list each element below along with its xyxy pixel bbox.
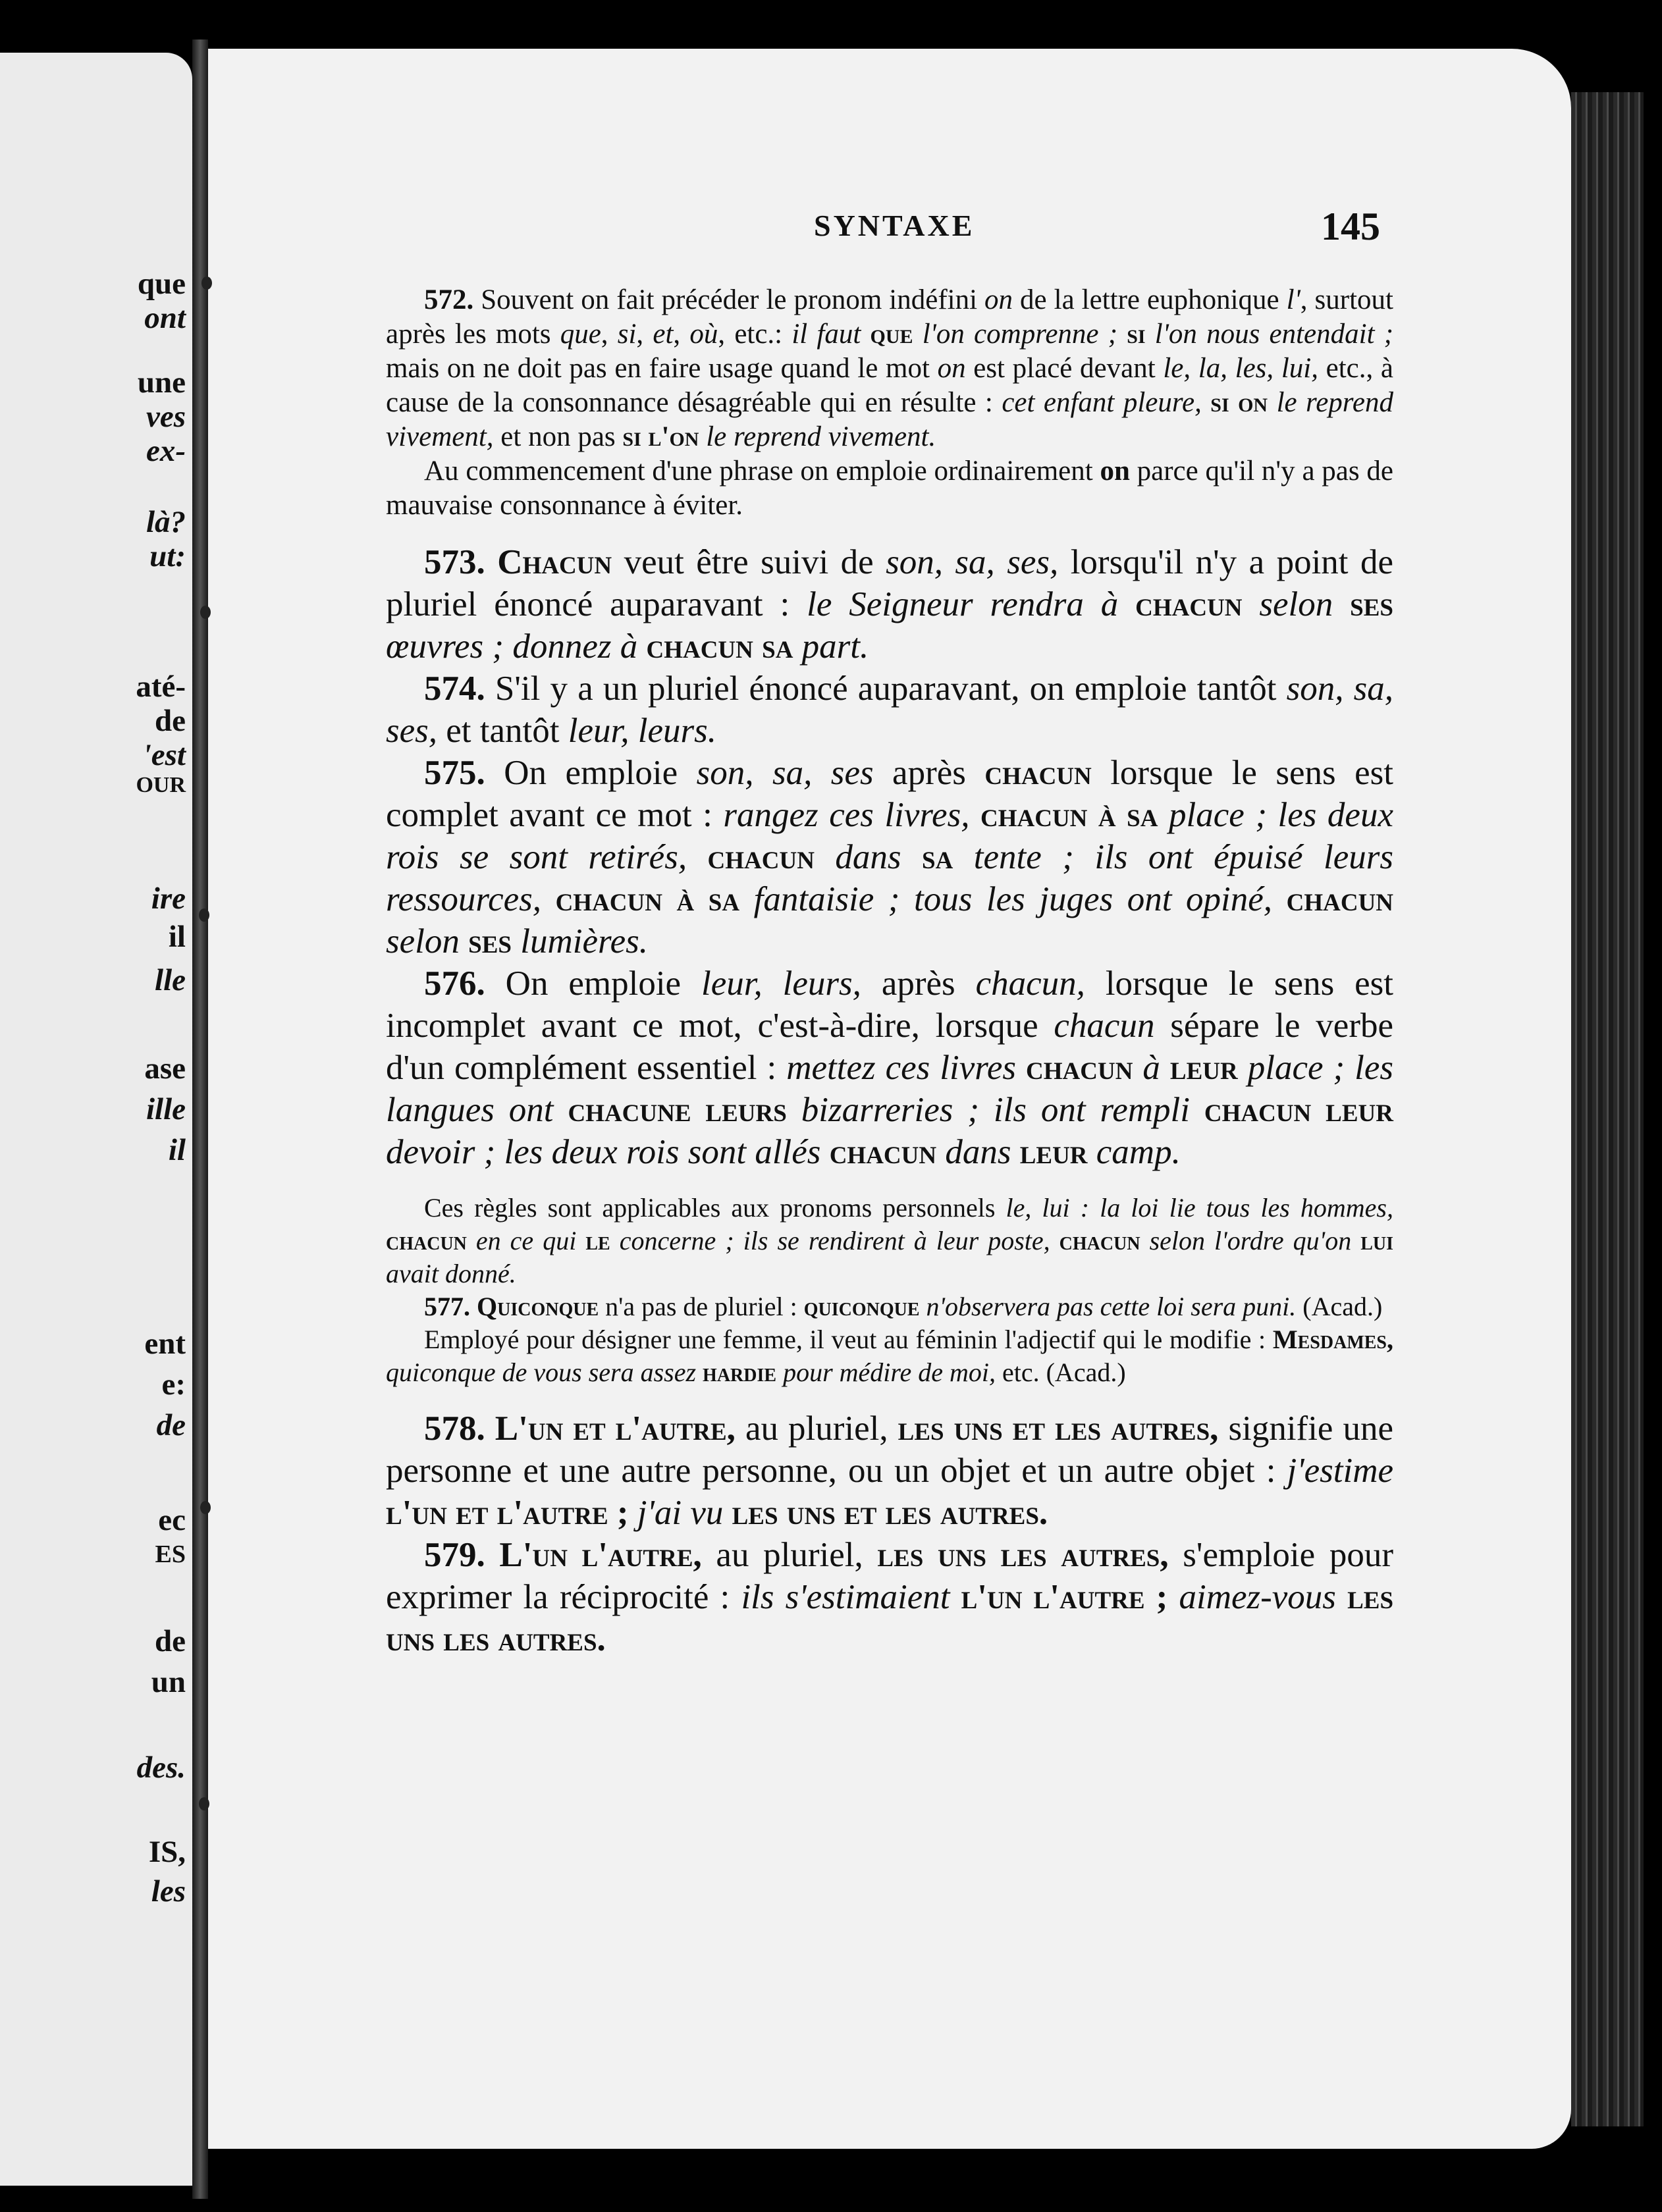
- facing-page-left: [0, 53, 192, 2186]
- small-caps-text: le: [585, 1226, 610, 1255]
- example-text: place ; les deux rois se sont retirés,: [386, 796, 1393, 876]
- binding-stitch: [201, 276, 212, 290]
- text: au pluriel,: [735, 1409, 898, 1448]
- example-text: œuvres ; donnez à: [386, 627, 647, 666]
- binding-stitch: [199, 1797, 209, 1810]
- small-caps-text: chacun à sa: [980, 796, 1158, 834]
- small-caps-text: Mesdames,: [1272, 1325, 1393, 1354]
- small-caps-text: Quiconque: [470, 1292, 599, 1321]
- left-margin-text: il: [168, 1133, 186, 1167]
- small-caps-text: les uns et les autres.: [732, 1494, 1048, 1532]
- small-caps-text: L'un et l'autre,: [485, 1409, 736, 1448]
- small-caps-text: si on: [1201, 387, 1277, 418]
- text: n'a pas de pluriel :: [599, 1292, 804, 1321]
- example-text: le, lui : la loi lie tous les hommes,: [1005, 1193, 1394, 1223]
- left-margin-text: ille: [146, 1092, 186, 1126]
- text: (Acad.): [1296, 1292, 1383, 1321]
- left-margin-text: 'est: [142, 738, 186, 772]
- example-text: dans: [814, 838, 923, 876]
- left-margin-text: une: [137, 365, 186, 400]
- text: S'il y a un pluriel énoncé auparavant, on emploie tantôt: [485, 670, 1287, 708]
- small-caps-text: leur: [1019, 1133, 1088, 1171]
- example-text: selon l'ordre qu'on: [1140, 1226, 1361, 1255]
- rule-number: 576.: [424, 964, 485, 1003]
- text: s'emploie pour exprimer la réciprocité :: [386, 1536, 1393, 1616]
- small-caps-text: chacune leurs: [568, 1091, 787, 1129]
- small-caps-text: leur: [1169, 1049, 1238, 1087]
- page-body: [386, 283, 1393, 1660]
- small-caps-text: chacun sa: [646, 627, 793, 666]
- example-text: place ; les langues ont: [386, 1049, 1394, 1129]
- text: Employé pour désigner une femme, il veut au féminin l'adjectif qui le modifie :: [424, 1325, 1273, 1354]
- text: sépare le verbe d'un complément essentiel :: [386, 1007, 1394, 1087]
- example-text: tente ; ils ont épuisé leurs ressources,: [386, 838, 1393, 918]
- paragraph-574: [386, 668, 1393, 752]
- small-caps-text: ses: [468, 922, 512, 961]
- small-caps-text: chacun: [1135, 585, 1243, 623]
- small-caps-text: chacun: [829, 1133, 937, 1171]
- small-caps-text: chacun: [1286, 880, 1394, 918]
- example-text: bizarreries ; ils ont rempli: [786, 1091, 1204, 1129]
- binding-stitch: [200, 1501, 211, 1514]
- text: Ces règles sont applicables aux pronoms personnels: [424, 1193, 1006, 1223]
- small-caps-text: les uns les autres,: [877, 1536, 1169, 1574]
- rule-number: 575.: [424, 754, 485, 792]
- paragraph-572: [386, 283, 1393, 454]
- small-caps-text: si: [1117, 319, 1146, 350]
- example-text: concerne ; ils se rendirent à leur poste,: [610, 1226, 1059, 1255]
- text: et tantôt: [437, 712, 568, 750]
- text: et non pas: [493, 421, 623, 452]
- example-text: aimez-vous: [1167, 1578, 1348, 1616]
- small-caps-text: ses: [1350, 585, 1393, 623]
- paragraph-577-note: [386, 1323, 1393, 1389]
- example-text: le Seigneur rendra à: [807, 585, 1136, 623]
- small-caps-text: que: [870, 319, 913, 350]
- text: On emploie: [485, 964, 701, 1003]
- rule-number: 573.: [424, 543, 485, 581]
- text: on: [937, 353, 966, 384]
- small-caps-text: les uns les autres.: [386, 1578, 1394, 1658]
- text: au pluriel,: [701, 1536, 878, 1574]
- rule-number: 579.: [424, 1536, 485, 1574]
- text: où: [689, 319, 718, 350]
- text: parce qu'il n'y a pas de mauvaise consonnance à éviter.: [386, 456, 1393, 521]
- paragraph-578: [386, 1408, 1393, 1534]
- text: Au commencement d'une phrase on emploie ordinairement: [424, 456, 1100, 487]
- small-caps-text: si l'on: [622, 421, 707, 452]
- paragraph-576: [386, 962, 1393, 1173]
- left-margin-text: de: [155, 1624, 186, 1658]
- example-text: cet enfant pleure,: [1002, 387, 1202, 418]
- small-caps-text: Chacun: [485, 543, 612, 581]
- text: etc., à cause de la consonnance désagréable qui en résulte :: [386, 353, 1393, 418]
- binding-stitch: [200, 606, 211, 619]
- text: le, la, les, lui,: [1163, 353, 1318, 384]
- example-text: avait donné.: [386, 1259, 516, 1288]
- text: , surtout après les mots: [386, 284, 1393, 350]
- example-text: mettez ces livres: [786, 1049, 1027, 1087]
- text: est placé devant: [965, 353, 1164, 384]
- page-number: 145: [1321, 205, 1380, 248]
- left-margin-text: ent: [144, 1327, 186, 1361]
- left-margin-text: ec: [158, 1503, 186, 1537]
- example-text: devoir ; les deux rois sont allés: [386, 1133, 830, 1171]
- example-text: le reprend vivement,: [386, 387, 1393, 452]
- left-margin-text: des.: [136, 1751, 186, 1785]
- text: chacun: [1054, 1007, 1155, 1045]
- example-text: camp.: [1087, 1133, 1181, 1171]
- paragraph-579: [386, 1534, 1393, 1660]
- binding-stitch: [199, 908, 209, 922]
- page-header: [208, 205, 1571, 248]
- example-text: rangez ces livres,: [723, 796, 980, 834]
- small-caps-text: lui: [1360, 1226, 1394, 1255]
- text: son, sa, ses,: [886, 543, 1059, 581]
- left-margin-text: ont: [144, 301, 186, 335]
- left-margin-text: ves: [146, 400, 186, 434]
- text: ,: [673, 319, 690, 350]
- left-margin-text: ex-: [146, 434, 186, 468]
- example-text: n'observera pas cette loi sera puni.: [919, 1292, 1297, 1321]
- text: lorsque le sens est complet avant ce mot :: [386, 754, 1393, 834]
- paragraph-572-note: [386, 454, 1393, 523]
- small-caps-text: les uns et les autres,: [898, 1409, 1219, 1448]
- example-text: quiconque de vous sera assez: [386, 1357, 703, 1387]
- left-margin-text: de: [155, 704, 186, 738]
- example-text: ils s'estimaient: [741, 1578, 961, 1616]
- rule-number: 572.: [424, 284, 474, 315]
- small-caps-text: chacun: [1059, 1226, 1140, 1255]
- left-margin-text: ES: [155, 1540, 186, 1568]
- text: signifie une personne et une autre personne, ou un objet et un autre objet :: [386, 1409, 1394, 1490]
- text: Souvent on fait précéder le pronom indéfini: [473, 284, 985, 315]
- rule-number: 578.: [424, 1409, 485, 1448]
- left-margin-text: OUR: [136, 773, 186, 797]
- text: l': [1286, 284, 1300, 315]
- page-edges: [1571, 92, 1644, 2126]
- example-text: à: [1133, 1049, 1170, 1087]
- text: son, sa, ses,: [386, 670, 1393, 750]
- example-text: le reprend vivement.: [706, 421, 936, 452]
- left-margin-text: até-: [136, 670, 186, 704]
- text: , etc.:: [718, 319, 792, 350]
- left-margin-text: que: [137, 267, 186, 301]
- rule-number: 577.: [424, 1292, 470, 1321]
- example-text: l'on comprenne ;: [913, 319, 1118, 350]
- left-margin-text: lle: [155, 963, 186, 997]
- small-caps-text: hardie: [703, 1357, 777, 1387]
- text: et: [653, 319, 674, 350]
- text: on: [1100, 456, 1130, 487]
- small-caps-text: chacun leur: [1204, 1091, 1393, 1129]
- left-margin-text: ire: [151, 882, 186, 916]
- text: si: [617, 319, 637, 350]
- example-text: pour médire de moi,: [776, 1357, 996, 1387]
- small-caps-text: l'un l'autre ;: [961, 1578, 1168, 1616]
- text: veut être suivi de: [612, 543, 886, 581]
- left-margin-text: un: [151, 1665, 186, 1699]
- example-text: en ce qui: [466, 1226, 586, 1255]
- left-margin-text: ut:: [149, 539, 186, 573]
- text: ,: [636, 319, 653, 350]
- example-text: dans: [936, 1133, 1020, 1171]
- example-text: part.: [793, 627, 869, 666]
- text: lorsqu'il n'y a point de pluriel énoncé auparavant :: [386, 543, 1393, 623]
- text: ,: [601, 319, 618, 350]
- small-caps-text: quiconque: [803, 1292, 920, 1321]
- running-title: SYNTAXE: [814, 209, 975, 242]
- text: mais on ne doit pas en faire usage quand le mot: [386, 353, 938, 384]
- left-margin-text: ase: [144, 1051, 186, 1086]
- paragraph-573: [386, 541, 1393, 668]
- left-margin-text: là?: [146, 505, 186, 539]
- paragraph-577: [386, 1290, 1393, 1323]
- book-gutter: [192, 40, 208, 2199]
- small-caps-text: chacun: [386, 1226, 467, 1255]
- example-text: l'on nous entendait ;: [1145, 319, 1394, 350]
- text: chacun,: [975, 964, 1085, 1003]
- left-margin-text: IS,: [148, 1835, 186, 1869]
- text: On emploie: [485, 754, 697, 792]
- text: on: [984, 284, 1013, 315]
- text: leur, leurs.: [568, 712, 716, 750]
- small-caps-text: sa: [922, 838, 953, 876]
- rule-number: 574.: [424, 670, 485, 708]
- left-margin-text: il: [168, 920, 186, 954]
- example-text: j'estime: [1287, 1452, 1393, 1490]
- text: son, sa, ses: [696, 754, 874, 792]
- text: leur, leurs,: [701, 964, 861, 1003]
- text: après: [861, 964, 976, 1003]
- text: que: [560, 319, 601, 350]
- left-margin-text: les: [151, 1874, 186, 1909]
- example-text: selon: [386, 922, 469, 961]
- example-text: j'ai vu: [628, 1494, 732, 1532]
- text: après: [873, 754, 985, 792]
- small-caps-text: chacun à sa: [555, 880, 740, 918]
- left-margin-text: e:: [161, 1367, 186, 1402]
- small-caps-text: l'un et l'autre ;: [386, 1494, 629, 1532]
- example-text: selon: [1242, 585, 1351, 623]
- small-caps-text: chacun: [984, 754, 1092, 792]
- small-caps-text: chacun: [1026, 1049, 1133, 1087]
- example-text: fantaisie ; tous les juges ont opiné,: [739, 880, 1287, 918]
- small-caps-text: chacun: [707, 838, 815, 876]
- text: de la lettre euphonique: [1013, 284, 1287, 315]
- paragraph-576-note: [386, 1192, 1393, 1290]
- example-text: lumières.: [511, 922, 649, 961]
- text: etc. (Acad.): [995, 1357, 1126, 1387]
- text: lorsque le sens est incomplet avant ce mot, c'est-à-dire, lorsque: [386, 964, 1393, 1045]
- small-caps-text: L'un l'autre,: [485, 1536, 702, 1574]
- left-margin-text: de: [156, 1408, 186, 1442]
- example-text: il faut: [791, 319, 861, 350]
- paragraph-575: [386, 752, 1393, 962]
